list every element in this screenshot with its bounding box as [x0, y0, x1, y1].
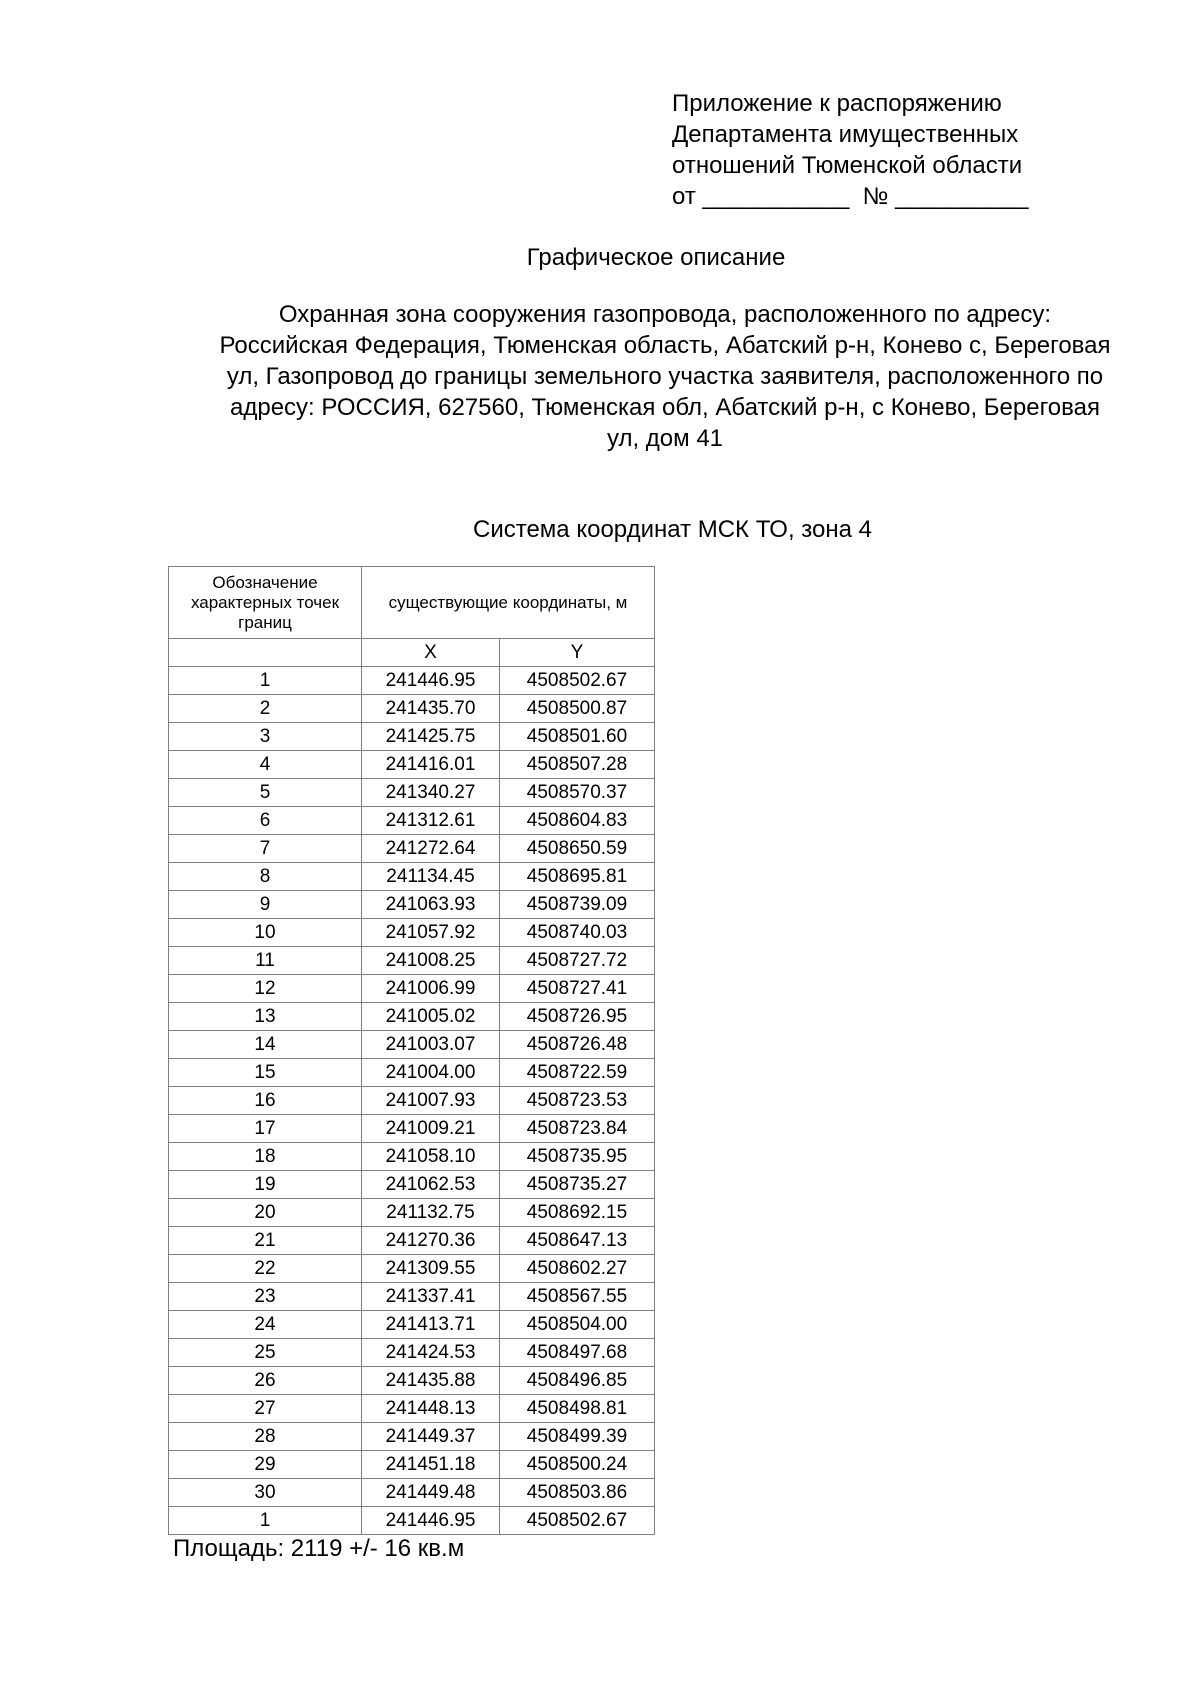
- appendix-date-number-line: от ___________ № __________: [672, 183, 1029, 210]
- zone-description: [165, 299, 1165, 454]
- y-cell: 4508735.95: [500, 1143, 655, 1171]
- x-cell: 241340.27: [362, 779, 500, 807]
- y-cell: 4508604.83: [500, 807, 655, 835]
- point-cell: 23: [169, 1283, 362, 1311]
- x-cell: 241058.10: [362, 1143, 500, 1171]
- header-blank: [169, 639, 362, 667]
- appendix-header: [672, 88, 1029, 212]
- table-row: [169, 779, 655, 807]
- point-cell: 19: [169, 1171, 362, 1199]
- y-cell: 4508647.13: [500, 1227, 655, 1255]
- appendix-line: отношений Тюменской области: [672, 152, 1023, 179]
- x-cell: 241413.71: [362, 1311, 500, 1339]
- x-cell: 241416.01: [362, 751, 500, 779]
- x-cell: 241424.53: [362, 1339, 500, 1367]
- table-row: [169, 1339, 655, 1367]
- point-cell: 16: [169, 1087, 362, 1115]
- x-cell: 241448.13: [362, 1395, 500, 1423]
- x-cell: 241435.88: [362, 1367, 500, 1395]
- table-row: [169, 667, 655, 695]
- point-cell: 1: [169, 1507, 362, 1535]
- y-cell: 4508727.41: [500, 975, 655, 1003]
- table-row: [169, 1255, 655, 1283]
- table-row: [169, 1395, 655, 1423]
- point-cell: 26: [169, 1367, 362, 1395]
- description-line: ул, Газопровод до границы земельного участка заявителя, расположенного по: [226, 363, 1104, 390]
- table-row: [169, 1087, 655, 1115]
- x-cell: 241009.21: [362, 1115, 500, 1143]
- table-header-row: [169, 567, 655, 639]
- table-row: [169, 1031, 655, 1059]
- table-row: [169, 723, 655, 751]
- table-subheader-row: [169, 639, 655, 667]
- table-row: [169, 1227, 655, 1255]
- table-row: [169, 1507, 655, 1535]
- y-cell: 4508695.81: [500, 863, 655, 891]
- description-line: Охранная зона сооружения газопровода, расположенного по адресу:: [278, 301, 1052, 328]
- y-cell: 4508567.55: [500, 1283, 655, 1311]
- table-row: [169, 975, 655, 1003]
- x-cell: 241270.36: [362, 1227, 500, 1255]
- description-line: ул, дом 41: [606, 425, 724, 452]
- coordinates-table: [168, 566, 655, 1535]
- point-cell: 27: [169, 1395, 362, 1423]
- x-cell: 241062.53: [362, 1171, 500, 1199]
- y-cell: 4508498.81: [500, 1395, 655, 1423]
- y-cell: 4508727.72: [500, 947, 655, 975]
- table-row: [169, 1143, 655, 1171]
- y-cell: 4508692.15: [500, 1199, 655, 1227]
- table-row: [169, 1283, 655, 1311]
- header-coordinates: существующие координаты, м: [362, 567, 655, 639]
- appendix-line: Приложение к распоряжению: [672, 90, 1002, 117]
- x-cell: 241309.55: [362, 1255, 500, 1283]
- table-row: [169, 835, 655, 863]
- table-row: [169, 947, 655, 975]
- x-cell: 241006.99: [362, 975, 500, 1003]
- point-cell: 21: [169, 1227, 362, 1255]
- point-cell: 8: [169, 863, 362, 891]
- table-row: [169, 807, 655, 835]
- x-cell: 241446.95: [362, 667, 500, 695]
- x-cell: 241063.93: [362, 891, 500, 919]
- point-cell: 15: [169, 1059, 362, 1087]
- x-cell: 241057.92: [362, 919, 500, 947]
- x-cell: 241446.95: [362, 1507, 500, 1535]
- x-cell: 241004.00: [362, 1059, 500, 1087]
- table-row: [169, 751, 655, 779]
- area-text: Площадь: 2119 +/- 16 кв.м: [173, 1535, 465, 1562]
- header-x: X: [362, 639, 500, 667]
- y-cell: 4508500.87: [500, 695, 655, 723]
- table-row: [169, 1451, 655, 1479]
- table-row: [169, 1423, 655, 1451]
- x-cell: 241132.75: [362, 1199, 500, 1227]
- x-cell: 241449.48: [362, 1479, 500, 1507]
- y-cell: 4508570.37: [500, 779, 655, 807]
- point-cell: 2: [169, 695, 362, 723]
- y-cell: 4508507.28: [500, 751, 655, 779]
- y-cell: 4508740.03: [500, 919, 655, 947]
- table-row: [169, 1171, 655, 1199]
- point-cell: 1: [169, 667, 362, 695]
- table-row: [169, 1199, 655, 1227]
- appendix-line: Департамента имущественных: [672, 121, 1019, 148]
- y-cell: 4508735.27: [500, 1171, 655, 1199]
- y-cell: 4508602.27: [500, 1255, 655, 1283]
- y-cell: 4508502.67: [500, 667, 655, 695]
- point-cell: 18: [169, 1143, 362, 1171]
- table-row: [169, 695, 655, 723]
- y-cell: 4508496.85: [500, 1367, 655, 1395]
- x-cell: 241272.64: [362, 835, 500, 863]
- point-cell: 24: [169, 1311, 362, 1339]
- table-row: [169, 919, 655, 947]
- x-cell: 241008.25: [362, 947, 500, 975]
- y-cell: 4508650.59: [500, 835, 655, 863]
- y-cell: 4508497.68: [500, 1339, 655, 1367]
- point-cell: 13: [169, 1003, 362, 1031]
- point-cell: 6: [169, 807, 362, 835]
- table-row: [169, 1003, 655, 1031]
- x-cell: 241005.02: [362, 1003, 500, 1031]
- point-cell: 17: [169, 1115, 362, 1143]
- header-points: Обозначение характерных точек границ: [169, 567, 362, 639]
- point-cell: 10: [169, 919, 362, 947]
- table-row: [169, 1115, 655, 1143]
- point-cell: 3: [169, 723, 362, 751]
- table-row: [169, 1311, 655, 1339]
- x-cell: 241007.93: [362, 1087, 500, 1115]
- point-cell: 30: [169, 1479, 362, 1507]
- coordinate-system-label: Система координат МСК ТО, зона 4: [473, 516, 872, 543]
- y-cell: 4508739.09: [500, 891, 655, 919]
- y-cell: 4508503.86: [500, 1479, 655, 1507]
- point-cell: 4: [169, 751, 362, 779]
- point-cell: 7: [169, 835, 362, 863]
- description-line: адресу: РОССИЯ, 627560, Тюменская обл, Абатский р-н, с Конево, Береговая: [230, 394, 1100, 421]
- table-row: [169, 891, 655, 919]
- x-cell: 241425.75: [362, 723, 500, 751]
- y-cell: 4508500.24: [500, 1451, 655, 1479]
- point-cell: 22: [169, 1255, 362, 1283]
- x-cell: 241312.61: [362, 807, 500, 835]
- point-cell: 29: [169, 1451, 362, 1479]
- header-y: Y: [500, 639, 655, 667]
- y-cell: 4508723.53: [500, 1087, 655, 1115]
- y-cell: 4508726.48: [500, 1031, 655, 1059]
- point-cell: 14: [169, 1031, 362, 1059]
- x-cell: 241003.07: [362, 1031, 500, 1059]
- x-cell: 241449.37: [362, 1423, 500, 1451]
- table-row: [169, 1059, 655, 1087]
- point-cell: 20: [169, 1199, 362, 1227]
- point-cell: 25: [169, 1339, 362, 1367]
- x-cell: 241435.70: [362, 695, 500, 723]
- x-cell: 241451.18: [362, 1451, 500, 1479]
- table-row: [169, 863, 655, 891]
- point-cell: 28: [169, 1423, 362, 1451]
- x-cell: 241337.41: [362, 1283, 500, 1311]
- y-cell: 4508722.59: [500, 1059, 655, 1087]
- point-cell: 9: [169, 891, 362, 919]
- point-cell: 5: [169, 779, 362, 807]
- y-cell: 4508504.00: [500, 1311, 655, 1339]
- y-cell: 4508726.95: [500, 1003, 655, 1031]
- y-cell: 4508723.84: [500, 1115, 655, 1143]
- x-cell: 241134.45: [362, 863, 500, 891]
- y-cell: 4508501.60: [500, 723, 655, 751]
- y-cell: 4508499.39: [500, 1423, 655, 1451]
- point-cell: 12: [169, 975, 362, 1003]
- table-row: [169, 1367, 655, 1395]
- description-line: Российская Федерация, Тюменская область, Абатский р-н, Конево с, Береговая: [219, 332, 1111, 359]
- point-cell: 11: [169, 947, 362, 975]
- y-cell: 4508502.67: [500, 1507, 655, 1535]
- document-title: Графическое описание: [526, 244, 786, 271]
- table-row: [169, 1479, 655, 1507]
